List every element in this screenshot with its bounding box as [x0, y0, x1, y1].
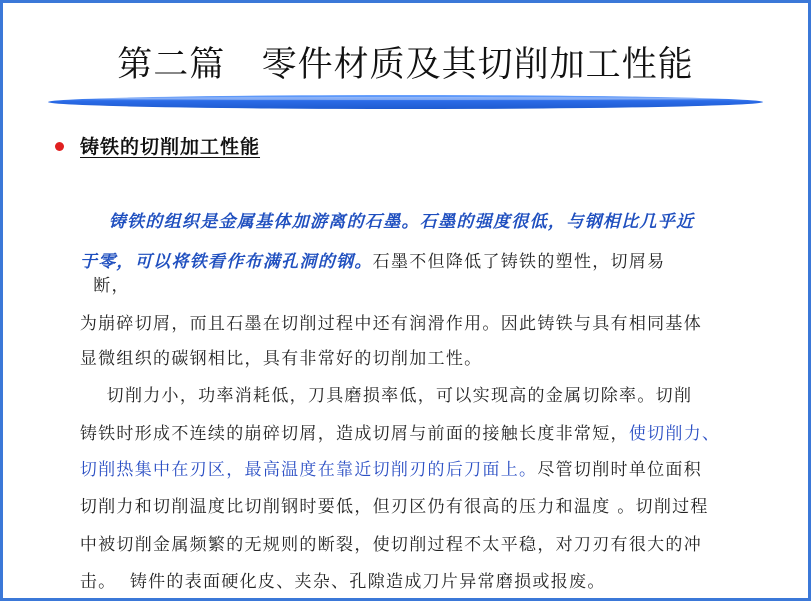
body-line-8-seg-2: 尽管切削时单位面积 [537, 460, 703, 480]
body-line-4-seg-1: 为崩碎切屑，而且石墨在切削过程中还有润滑作用。因此铸铁与具有相同基体 [79, 314, 703, 334]
bullet-dot-icon [55, 142, 64, 151]
slide-title: 第二篇 零件材质及其切削加工性能 [117, 45, 694, 85]
body-line-10-seg-1: 中被切削金属频繁的无规则的断裂，使切削过程不太平稳，对刀刃有很大的冲 [79, 535, 703, 555]
body-line-8-seg-1: 切削热集中在刃区，最高温度在靠近切削刃的后刀面上。 [79, 460, 538, 480]
body-line-7-seg-2: 使切削力、 [628, 424, 721, 444]
body-line-2 [53, 227, 665, 292]
body-line-7-seg-1: 铸铁时形成不连续的崩碎切屑，造成切屑与前面的接触长度非常短， [79, 424, 629, 444]
section-heading-text: 铸铁的切削加工性能 [80, 136, 261, 158]
body-line-2-seg-2: 石墨不但降低了铸铁的塑性，切屑易 [372, 252, 666, 272]
body-line-1-seg-1: 铸铁的组织是金属基体加游离的石墨。石墨的强度很低，与钢相比几乎近 [79, 212, 695, 232]
body-line-5-seg-1: 显微组织的碳钢相比，具有非常好的切削加工性。 [79, 349, 483, 369]
body-line-3-seg-1: 断， [79, 276, 130, 296]
title-underline-shine [73, 97, 733, 100]
body-line-2-seg-1: 于零，可以将铁看作布满孔洞的钢。 [79, 252, 373, 272]
section-heading [55, 132, 260, 159]
body-line-6-seg-1: 切削力小，功率消耗低，刀具磨损率低，可以实现高的金属切除率。切削 [79, 386, 693, 406]
body-line-9-seg-1: 切削力和切削温度比切削钢时要低，但刃区仍有很高的压力和温度 。切削过程 [79, 497, 709, 517]
body-line-11 [53, 547, 606, 601]
body-line-11-seg-1: 击。 铸件的表面硬化皮、夹杂、孔隙造成刀片异常磨损或报废。 [79, 572, 606, 592]
